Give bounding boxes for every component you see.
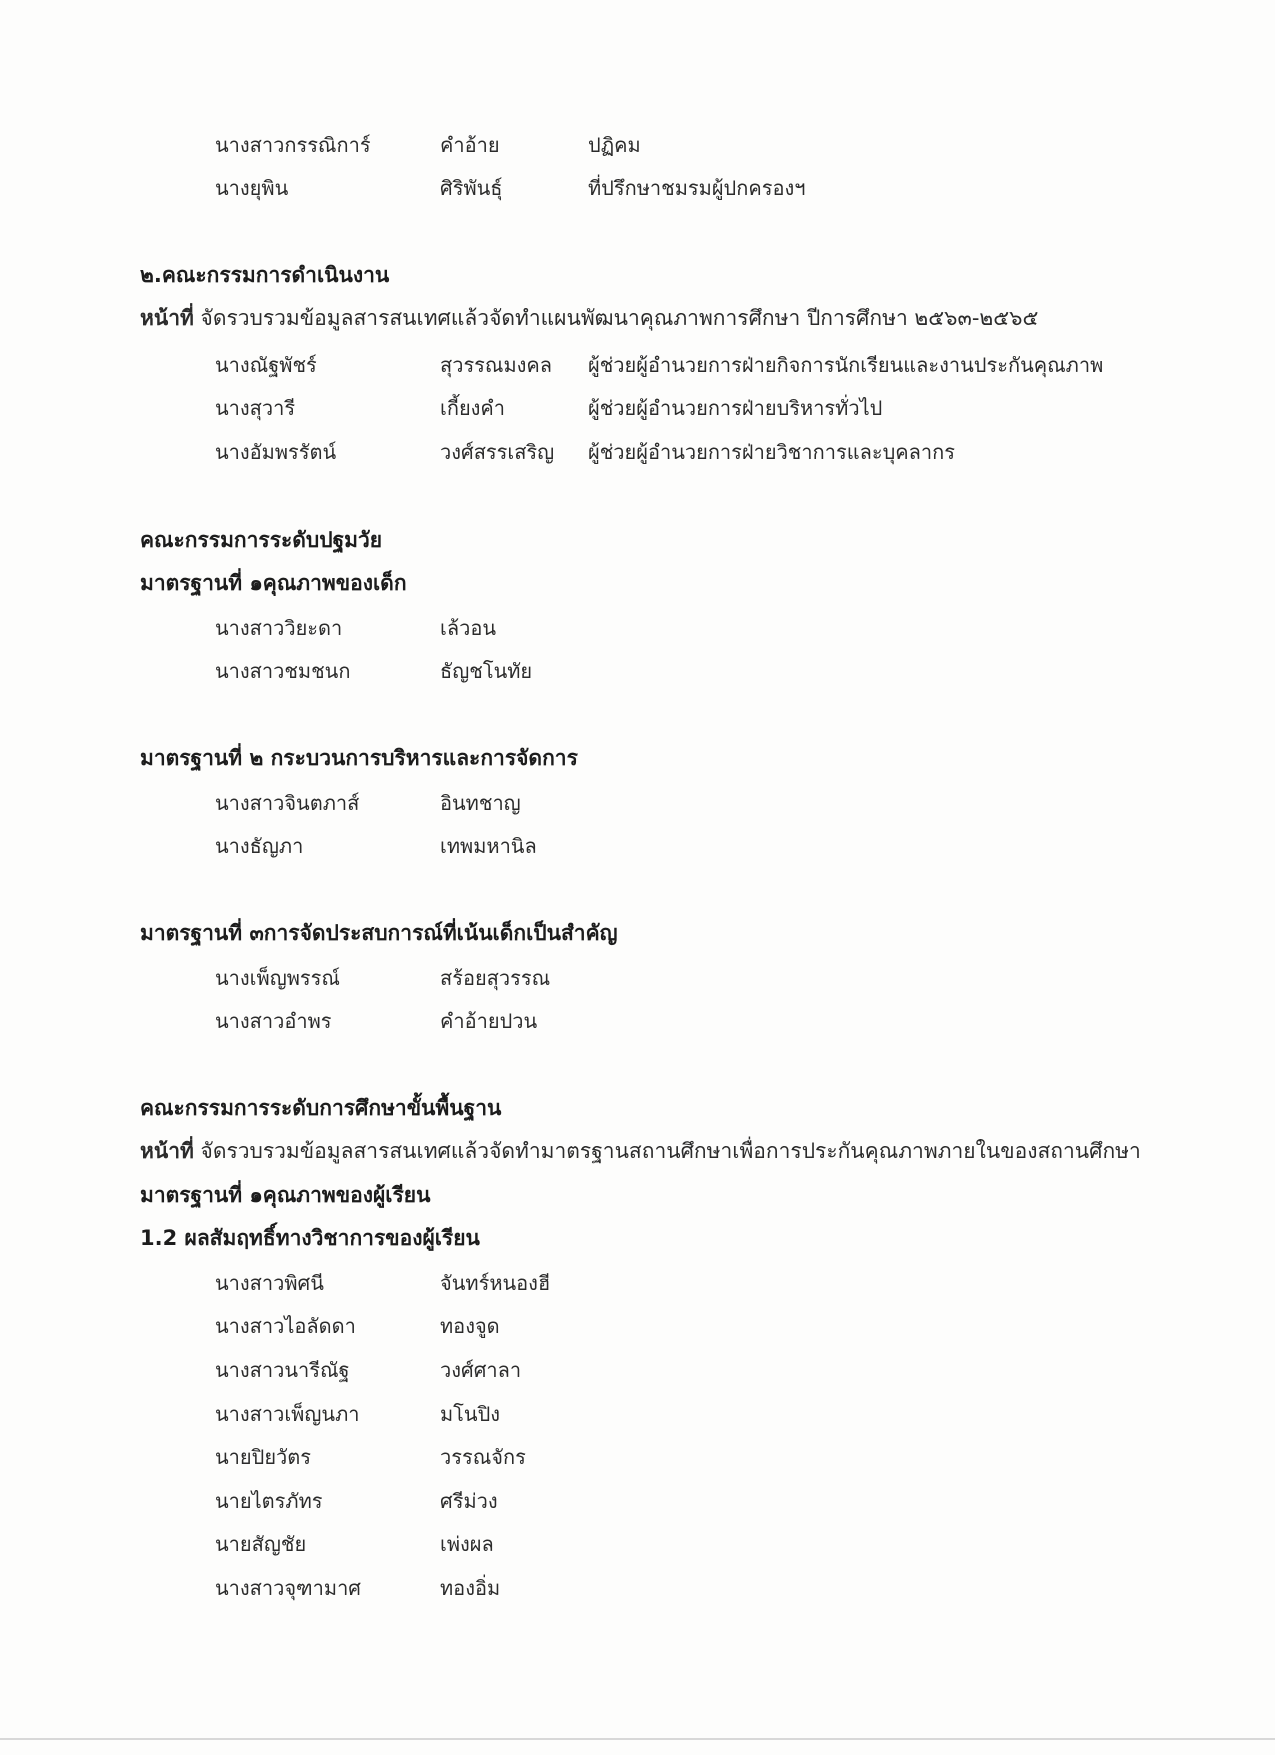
- member-name: นางสาวนารีณัฐ: [215, 1358, 350, 1382]
- member-name: นางสุวารี: [215, 396, 296, 420]
- member-name: นางสาวอำพร: [215, 1009, 332, 1033]
- member-role: ผู้ช่วยผู้อำนวยการฝ่ายบริหารทั่วไป: [588, 396, 883, 420]
- basic-education-heading: คณะกรรมการระดับการศึกษาขั้นพื้นฐาน: [140, 1096, 502, 1120]
- member-surname: คำอ้าย: [440, 133, 500, 157]
- section2-duty: [140, 303, 1038, 333]
- member-name: นางเพ็ญพรรณ์: [215, 966, 340, 990]
- member-surname: อินทชาญ: [440, 791, 521, 815]
- member-role: ปฏิคม: [588, 133, 641, 157]
- member-surname: ศิริพันธุ์: [440, 176, 503, 200]
- member-surname: ทองอิ่ม: [440, 1576, 501, 1600]
- member-name: นางสาวจินตภาส์: [215, 791, 360, 815]
- section2-heading: ๒.คณะกรรมการดำเนินงาน: [140, 263, 390, 287]
- be-standard1-title: มาตรฐานที่ ๑คุณภาพของผู้เรียน: [140, 1183, 431, 1207]
- basic-education-duty: [140, 1136, 1141, 1166]
- member-name: นายสัญชัย: [215, 1532, 307, 1556]
- duty-text: จัดรวบรวมข้อมูลสารสนเทศแล้วจัดทำแผนพัฒนาคุณภาพการศึกษา ปีการศึกษา ๒๕๖๓-๒๕๖๕: [193, 306, 1039, 330]
- member-name: นางณัฐพัชร์: [215, 353, 317, 377]
- member-surname: ศรีม่วง: [440, 1489, 498, 1513]
- member-name: นางสาวเพ็ญนภา: [215, 1402, 360, 1426]
- page-bottom-edge: [0, 1738, 1275, 1740]
- member-surname: จันทร์หนองฮี: [440, 1271, 551, 1295]
- member-surname: สุวรรณมงคล: [440, 353, 553, 377]
- member-surname: มโนปิง: [440, 1402, 501, 1426]
- member-surname: เกี้ยงคำ: [440, 396, 506, 420]
- ec-standard1-title: มาตรฐานที่ ๑คุณภาพของเด็ก: [140, 571, 407, 595]
- member-surname: วงศ์สรรเสริญ: [440, 440, 555, 464]
- member-role: ผู้ช่วยผู้อำนวยการฝ่ายกิจการนักเรียนและงานประกันคุณภาพ: [588, 353, 1104, 377]
- member-name: นางยุพิน: [215, 176, 289, 200]
- ec-standard2-title: มาตรฐานที่ ๒ กระบวนการบริหารและการจัดการ: [140, 746, 578, 770]
- member-name: นางสาวไอลัดดา: [215, 1314, 356, 1338]
- member-name: นายปิยวัตร: [215, 1445, 311, 1469]
- member-name: นายไตรภัทร: [215, 1489, 323, 1513]
- member-surname: เทพมหานิล: [440, 834, 537, 858]
- member-name: นางสาววิยะดา: [215, 616, 343, 640]
- member-surname: คำอ้ายปวน: [440, 1009, 538, 1033]
- member-surname: เพ่งผล: [440, 1532, 494, 1556]
- member-name: นางสาวพิศนี: [215, 1271, 324, 1295]
- member-surname: ทองจูด: [440, 1314, 500, 1338]
- member-surname: ธัญชโนทัย: [440, 659, 533, 683]
- member-surname: วรรณจักร: [440, 1445, 526, 1469]
- member-surname: เล้วอน: [440, 616, 497, 640]
- member-name: นางธัญภา: [215, 834, 304, 858]
- member-name: นางสาวกรรณิการ์: [215, 133, 371, 157]
- member-role: ที่ปรึกษาชมรมผู้ปกครองฯ: [588, 176, 806, 200]
- member-name: นางอัมพรรัตน์: [215, 440, 337, 464]
- member-role: ผู้ช่วยผู้อำนวยการฝ่ายวิชาการและบุคลากร: [588, 440, 955, 464]
- duty-label: หน้าที่: [140, 1139, 194, 1163]
- be-sub-1-2: 1.2 ผลสัมฤทธิ์ทางวิชาการของผู้เรียน: [140, 1226, 480, 1250]
- member-name: นางสาวชมชนก: [215, 659, 351, 683]
- member-surname: สร้อยสุวรรณ: [440, 966, 551, 990]
- member-name: นางสาวจุฑามาศ: [215, 1576, 361, 1600]
- early-childhood-heading: คณะกรรมการระดับปฐมวัย: [140, 528, 383, 552]
- member-surname: วงศ์ศาลา: [440, 1358, 522, 1382]
- ec-standard3-title: มาตรฐานที่ ๓การจัดประสบการณ์ที่เน้นเด็กเป็นสำคัญ: [140, 921, 618, 945]
- duty-text: จัดรวบรวมข้อมูลสารสนเทศแล้วจัดทำมาตรฐานสถานศึกษาเพื่อการประกันคุณภาพภายในของสถานศึกษา: [193, 1139, 1141, 1163]
- duty-label: หน้าที่: [140, 306, 194, 330]
